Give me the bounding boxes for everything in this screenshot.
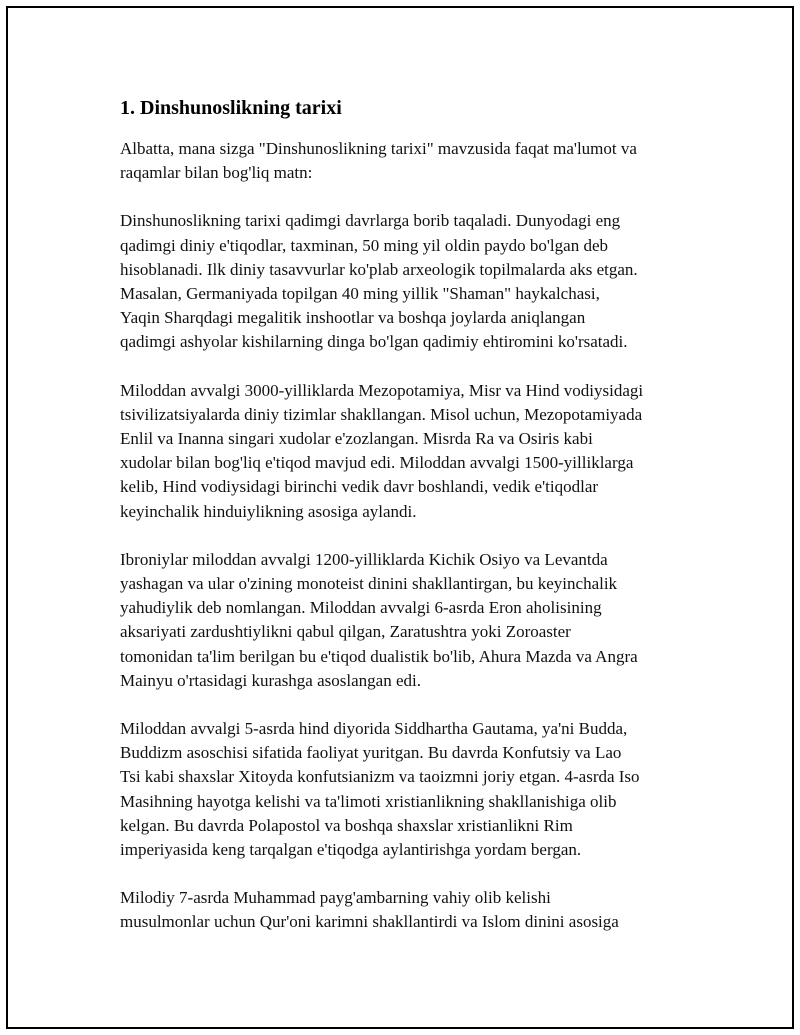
paragraph-origins: Dinshunoslikning tarixi qadimgi davrlarga borib taqaladi. Dunyodagi eng qadimgi diniy e'tiqodlar, taxminan, 50 ming yil oldin paydo bo'lgan deb hisoblanadi. Ilk diniy tasavvurlar ko'plab arxeologik topilmalarda aks etgan. Masalan, Germaniyada topilgan 40 ming yillik "Shaman" haykalchasi, Yaqin Sharqdagi megalitik inshootlar va boshqa joylarda aniqlangan qadimgi ashyolar kishilarning dinga bo'lgan qadimiy ehtiromini ko'rsatadi. [120,211,638,352]
paragraph-intro: Albatta, mana sizga "Dinshunoslikning tarixi" mavzusida faqat ma'lumot va raqamlar bilan bog'liq matn: [120,139,637,183]
paragraph-islam: Milodiy 7-asrda Muhammad payg'ambarning vahiy olib kelishi musulmonlar uchun Qur'oni karimni shakllantirdi va Islom dinini asosiga [120,888,619,932]
paragraph-buddhism-christianity: Miloddan avvalgi 5-asrda hind diyorida Siddhartha Gautama, ya'ni Budda, Buddizm asoschisi sifatida faoliyat yuritgan. Bu davrda Konfutsiy va Lao Tsi kabi shaxslar Xitoyda konfutsianizm va taoizmni joriy etgan. 4-asrda Iso Masihning hayotga kelishi va ta'limoti xristianlikning shakllanishiga olib kelgan. Bu davrda Polapostol va boshqa shaxslar xristianlikni Rim imperiyasida keng tarqalgan e'tiqodga aylantirishga yordam bergan. [120,719,640,860]
document-body [120,96,700,959]
document-page [6,6,794,1029]
paragraph-judaism-zoroastrianism: Ibroniylar miloddan avvalgi 1200-yilliklarda Kichik Osiyo va Levantda yashagan va ular o'zining monoteist dinini shakllantirgan, bu keyinchalik yahudiylik deb nomlangan. Miloddan avvalgi 6-asrda Eron aholisining aksariyati zardushtiylikni qabul qilgan, Zaratushtra yoki Zoroaster tomonidan ta'lim berilgan bu e'tiqod dualistik bo'lib, Ahura Mazda va Angra Mainyu o'rtasidagi kurashga asoslangan edi. [120,549,638,690]
paragraph-ancient-civilizations: Miloddan avvalgi 3000-yilliklarda Mezopotamiya, Misr va Hind vodiysidagi tsivilizatsiyalarda diniy tizimlar shakllangan. Misol uchun, Mezopotamiyada Enlil va Inanna singari xudolar e'zozlangan. Misrda Ra va Osiris kabi xudolar bilan bog'liq e'tiqod mavjud edi. Miloddan avvalgi 1500-yilliklarga kelib, Hind vodiysidagi birinchi vedik davr boshlandi, vedik e'tiqodlar keyinchalik hinduiylikning asosiga aylandi. [120,380,644,521]
section-heading: 1. Dinshunoslikning tarixi [120,97,342,119]
